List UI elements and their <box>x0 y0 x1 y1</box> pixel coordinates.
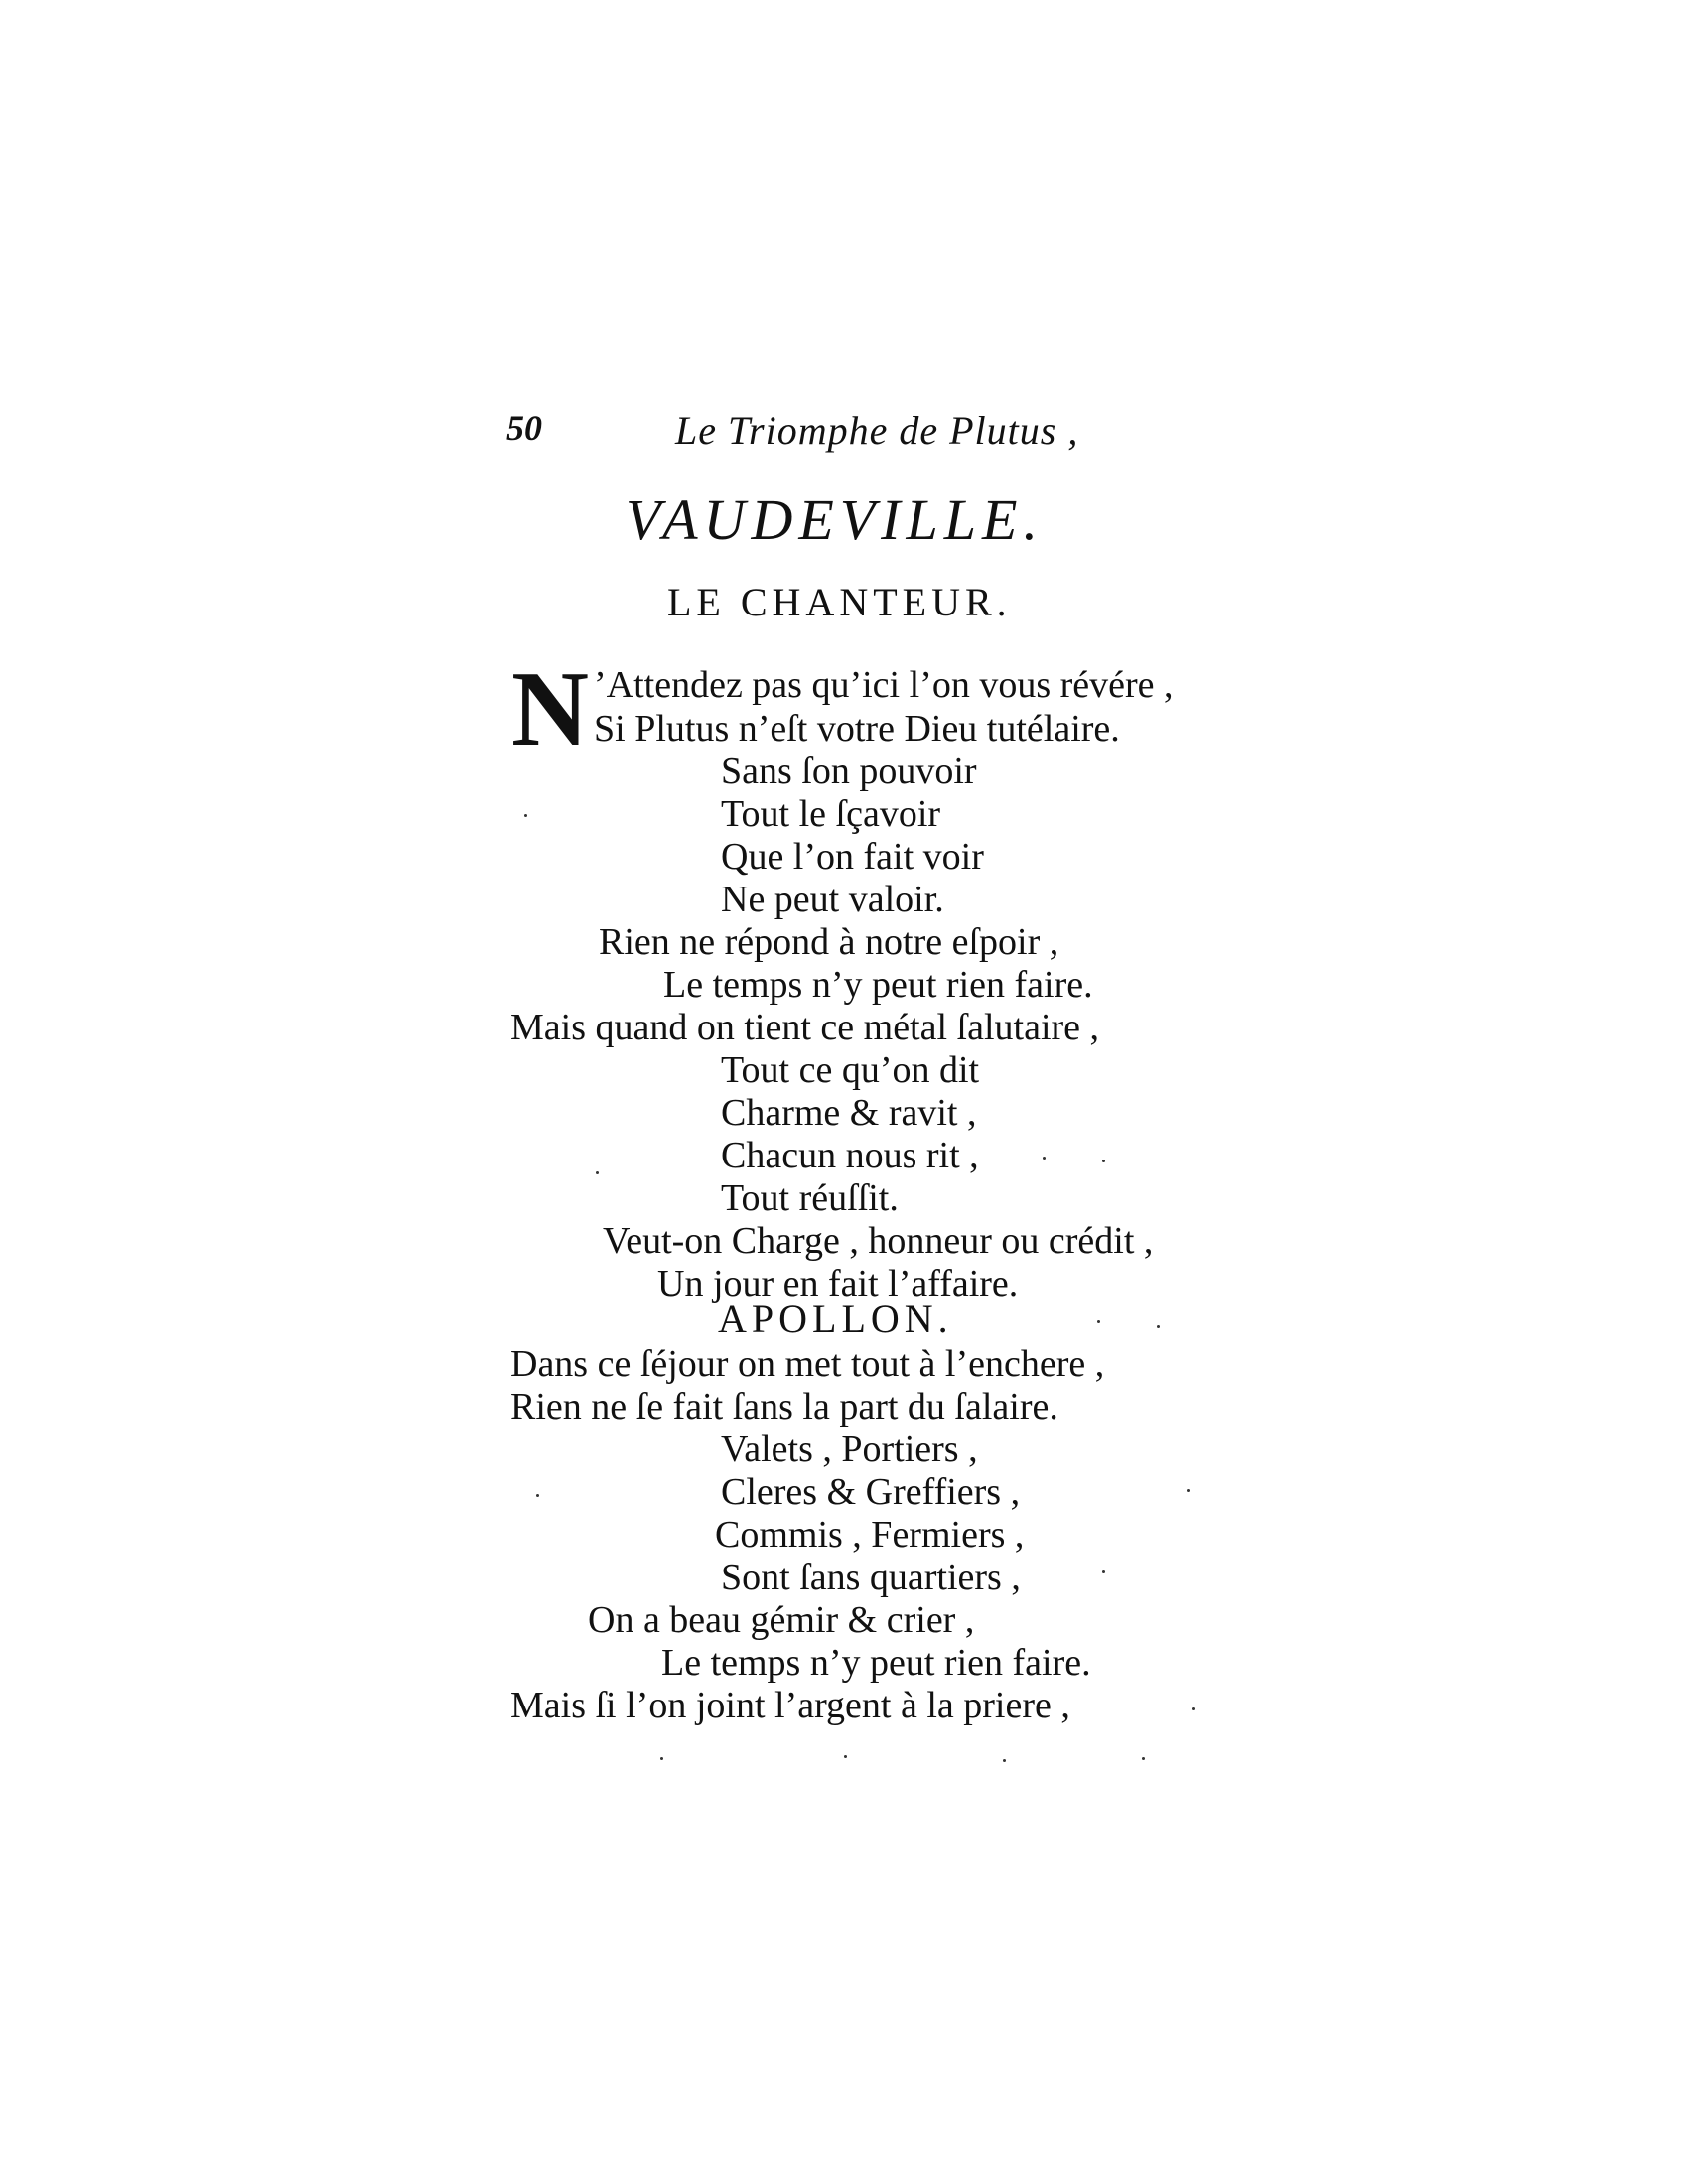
verse-line: Ne peut valoir. <box>721 879 944 920</box>
drop-cap-initial: N <box>511 650 589 768</box>
scan-speck <box>660 1757 663 1760</box>
verse-line: Mais ſi l’on joint l’argent à la priere , <box>510 1685 1070 1726</box>
scan-speck <box>1102 1160 1105 1162</box>
verse-line: Veut-on Charge , honneur ou crédit , <box>603 1220 1154 1262</box>
speaker-heading-apollon: APOLLON. <box>718 1297 953 1341</box>
verse-line: Rien ne répond à notre eſpoir , <box>599 921 1059 963</box>
verse-line: Dans ce ſéjour on met tout à l’enchere , <box>510 1343 1105 1385</box>
scan-speck <box>1003 1759 1006 1762</box>
scan-speck <box>1192 1707 1195 1710</box>
verse-line: Sont ſans quartiers , <box>721 1557 1021 1598</box>
scan-speck <box>1142 1757 1145 1760</box>
verse-line: Tout réuſſit. <box>721 1177 899 1219</box>
scan-speck <box>1157 1325 1160 1328</box>
section-title: VAUDEVILLE. <box>626 487 1044 552</box>
verse-line: Charme & ravit , <box>721 1092 977 1134</box>
verse-line: ’Attendez pas qu’ici l’on vous révére , <box>594 664 1174 706</box>
scan-speck <box>1043 1157 1046 1160</box>
verse-line: Tout le ſçavoir <box>721 793 941 835</box>
scan-speck <box>1097 1320 1100 1323</box>
verse-line: Le temps n’y peut rien faire. <box>661 1642 1091 1684</box>
verse-line: Rien ne ſe fait ſans la part du ſalaire. <box>510 1386 1058 1428</box>
verse-line: Si Plutus n’eſt votre Dieu tutélaire. <box>594 708 1120 750</box>
scan-speck <box>524 814 527 817</box>
verse-line: Un jour en fait l’affaire. <box>657 1263 1019 1304</box>
verse-line: Le temps n’y peut rien faire. <box>663 964 1093 1006</box>
running-title: Le Triomphe de Plutus , <box>675 408 1079 453</box>
page-number: 50 <box>506 408 542 448</box>
scan-speck <box>1187 1489 1190 1492</box>
scan-speck <box>844 1755 847 1758</box>
verse-line: Cleres & Greffiers , <box>721 1471 1021 1513</box>
verse-line: Commis , Fermiers , <box>715 1514 1025 1556</box>
verse-line: Valets , Portiers , <box>721 1429 978 1470</box>
verse-line: Que l’on fait voir <box>721 836 984 878</box>
verse-line: Sans ſon pouvoir <box>721 751 977 792</box>
verse-line: Mais quand on tient ce métal ſalutaire , <box>510 1007 1100 1048</box>
speaker-heading-chanteur: LE CHANTEUR. <box>667 580 1012 624</box>
scan-speck <box>536 1494 539 1497</box>
scan-speck <box>1102 1570 1105 1573</box>
scan-speck <box>596 1171 599 1174</box>
verse-line: On a beau gémir & crier , <box>588 1599 975 1641</box>
verse-line: Tout ce qu’on dit <box>721 1049 980 1091</box>
verse-line: Chacun nous rit , <box>721 1135 979 1176</box>
running-head <box>506 407 1201 467</box>
